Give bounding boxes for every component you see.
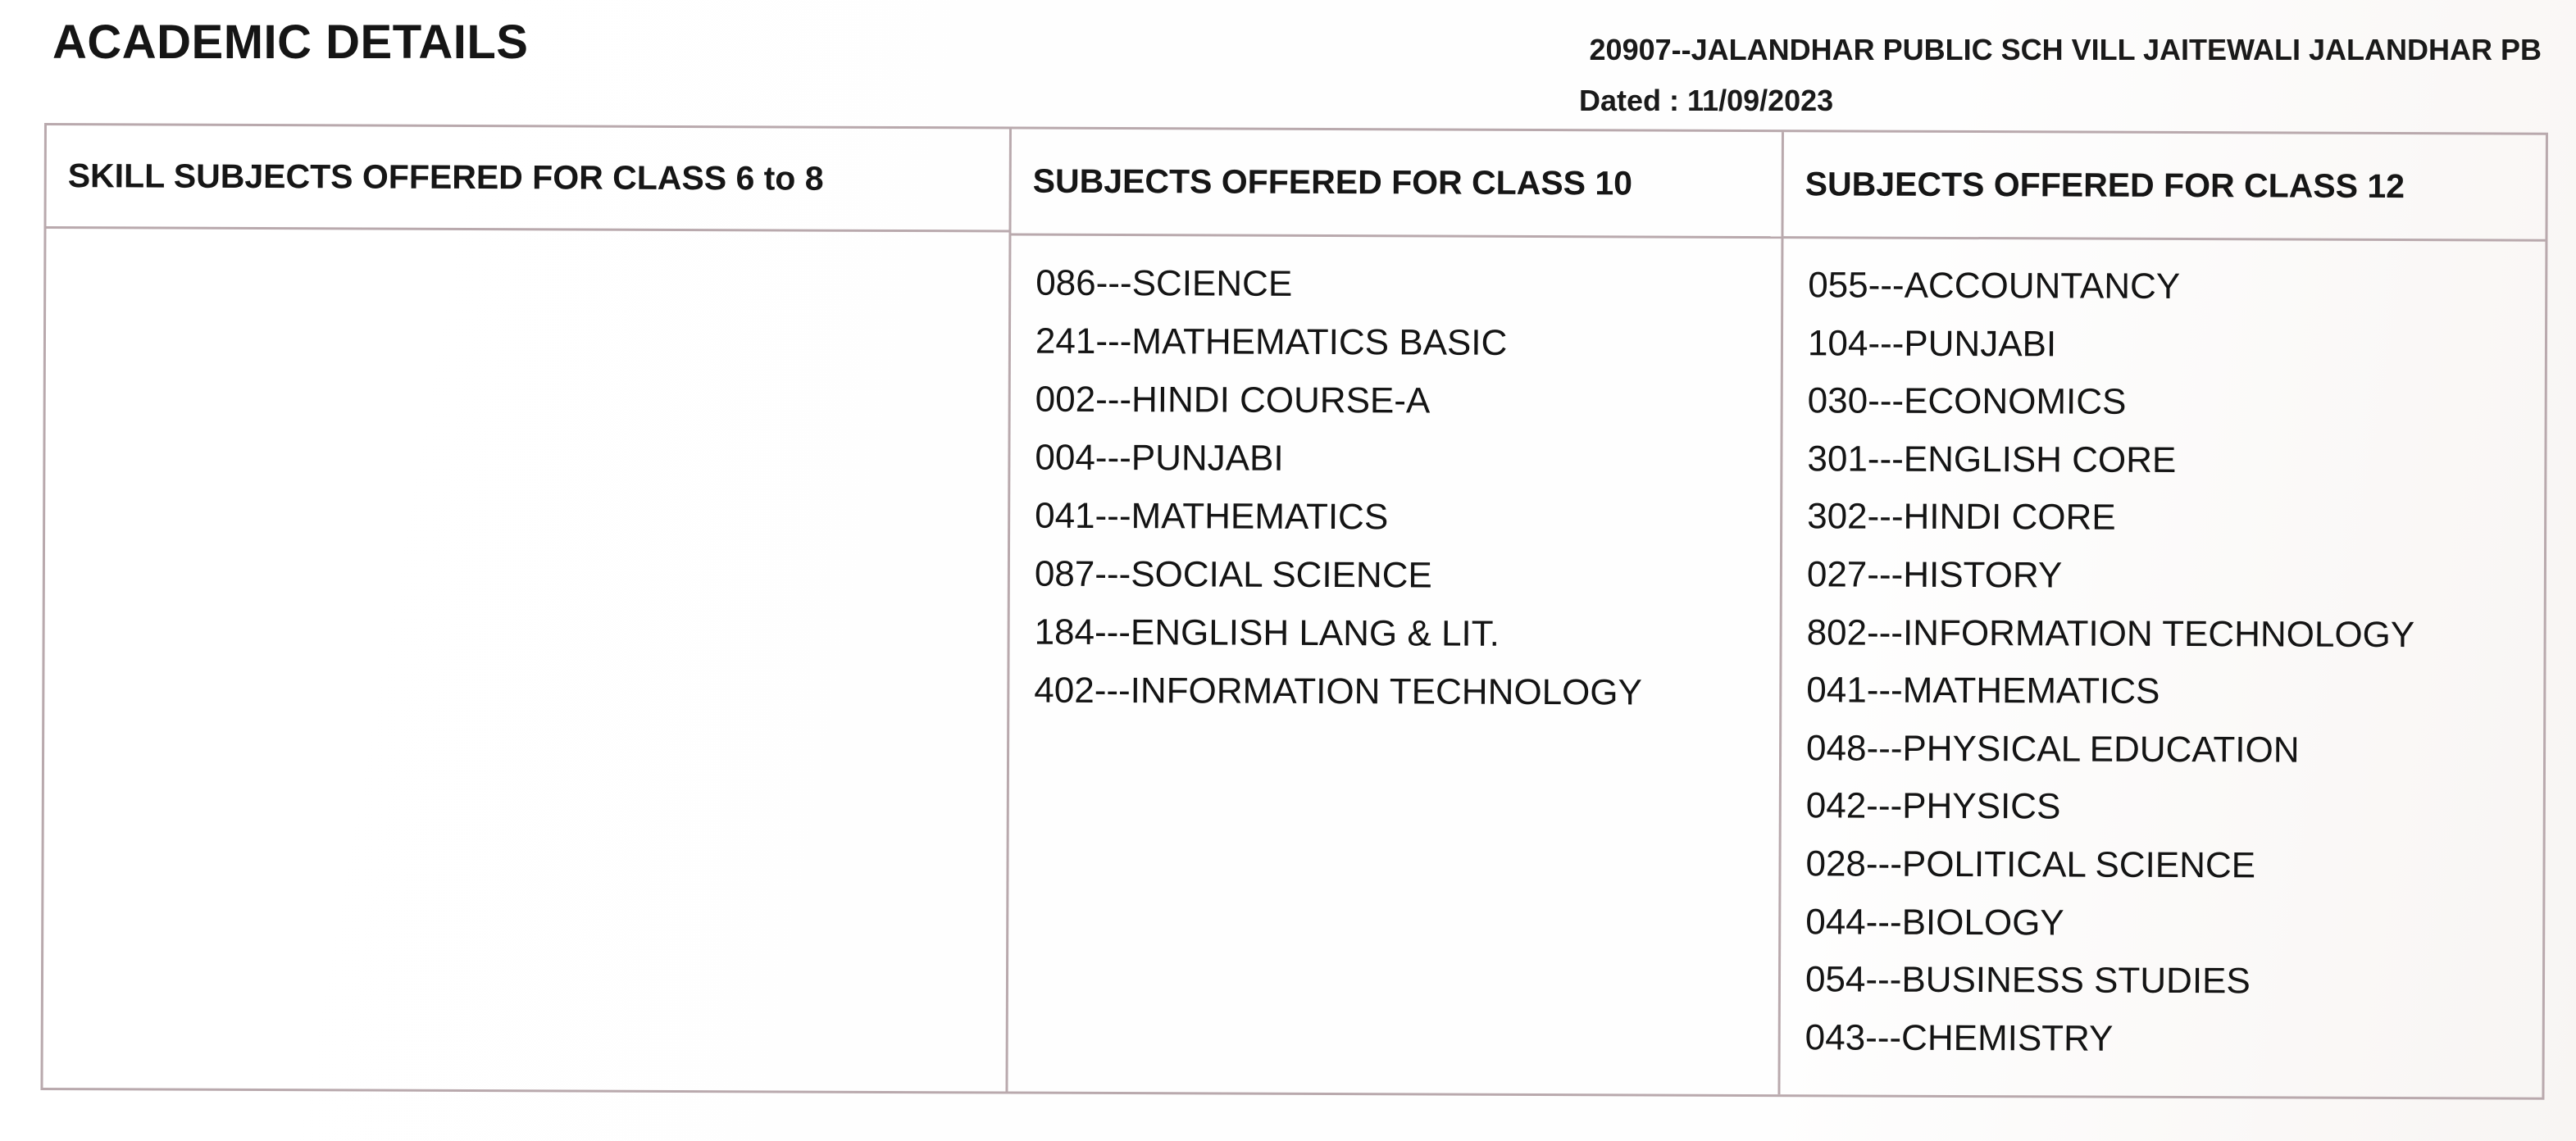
subject-item: 042---PHYSICS [1805,785,2061,827]
subject-item: 028---POLITICAL SCIENCE [1805,843,2256,886]
class12-subjects-column [1777,132,2546,1098]
subject-item: 241---MATHEMATICS BASIC [1035,320,1508,363]
date-label: Dated : 11/09/2023 [1579,84,1834,117]
subjects-table [40,123,2548,1100]
class12-subjects-heading: SUBJECTS OFFERED FOR CLASS 12 [1783,132,2545,242]
subject-item: 087---SOCIAL SCIENCE [1034,553,1432,596]
page-title: ACADEMIC DETAILS [52,16,529,69]
subject-item: 004---PUNJABI [1035,437,1284,479]
subject-item: 184---ENGLISH LANG & LIT. [1034,611,1500,654]
class12-subjects-list [1781,239,2546,1070]
skill-subjects-list [46,229,1008,251]
skill-subjects-column [43,125,1008,1091]
subject-item: 301---ENGLISH CORE [1807,439,2177,480]
skill-subjects-heading: SKILL SUBJECTS OFFERED FOR CLASS 6 to 8 [47,125,1009,233]
subject-item: 041---MATHEMATICS [1035,495,1389,538]
subject-item: 043---CHEMISTRY [1805,1016,2114,1059]
class10-subjects-column [1005,130,1782,1095]
subject-item: 802---INFORMATION TECHNOLOGY [1806,611,2415,655]
subject-item: 104---PUNJABI [1807,322,2057,365]
subject-item: 054---BUSINESS STUDIES [1805,959,2251,1002]
subject-item: 048---PHYSICAL EDUCATION [1805,728,2300,771]
subject-item: 402---INFORMATION TECHNOLOGY [1034,670,1643,713]
subject-item: 002---HINDI COURSE-A [1035,379,1431,421]
subject-item: 044---BIOLOGY [1805,901,2064,943]
school-name: 20907--JALANDHAR PUBLIC SCH VILL JAITEWALI JALANDHAR PB [1589,33,2542,66]
subject-item: 041---MATHEMATICS [1806,670,2160,712]
subject-item: 030---ECONOMICS [1807,380,2127,422]
class10-subjects-list [1009,236,1781,723]
subject-item: 027---HISTORY [1806,554,2063,596]
class10-subjects-heading: SUBJECTS OFFERED FOR CLASS 10 [1011,130,1781,239]
subject-item: 055---ACCOUNTANCY [1808,265,2181,307]
subject-item: 302---HINDI CORE [1807,496,2116,539]
subject-item: 086---SCIENCE [1035,262,1293,304]
